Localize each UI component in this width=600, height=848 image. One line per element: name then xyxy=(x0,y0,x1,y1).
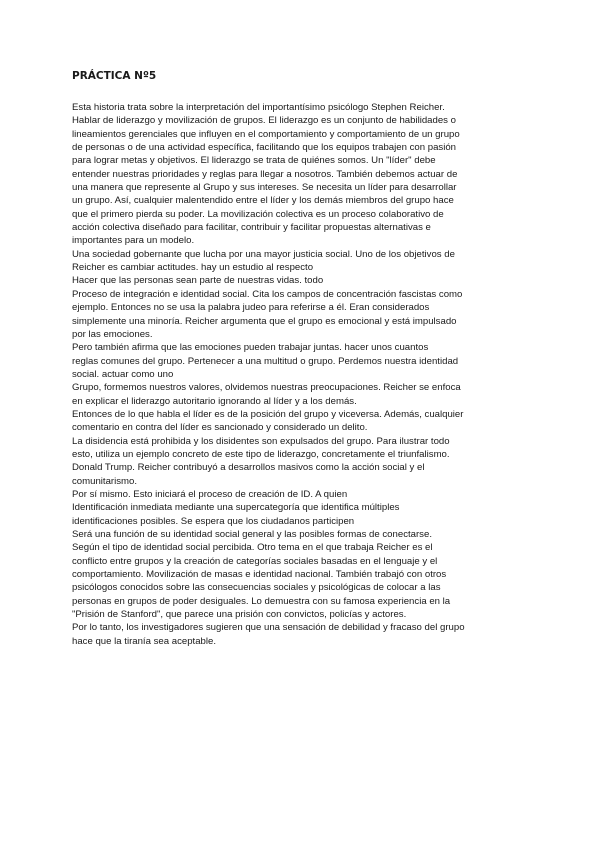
text-line: acción colectiva diseñado para facilitar, contribuir y facilitar propuestas alternativas e xyxy=(72,222,431,234)
text-line: conflicto entre grupos y la creación de categorías sociales basadas en el lenguaje y el xyxy=(72,555,438,567)
text-line: reglas comunes del grupo. Pertenecer a una multitud o grupo. Perdemos nuestra identidad xyxy=(72,355,459,367)
text-line: Por sí mismo. Esto iniciará el proceso de creación de ID. A quien xyxy=(72,488,348,500)
text-line: que el primero pierda su poder. La movilización colectiva es un proceso colaborativo de xyxy=(72,208,444,220)
text-line: identificaciones posibles. Se espera que los ciudadanos participen xyxy=(72,515,355,527)
text-line: personas en grupos de poder desiguales. Lo demuestra con su famosa experiencia en la xyxy=(72,595,451,607)
text-line: esto, utiliza un ejemplo concreto de este tipo de liderazgo, concretamente el triunfalismo. xyxy=(72,448,450,460)
text-line: en explicar el liderazgo autoritario ignorando al líder y a los demás. xyxy=(72,395,357,407)
text-line: ejemplo. Entonces no se usa la palabra judeo para referirse a él. Eran considerados xyxy=(72,302,430,314)
text-line: entender nuestras prioridades y reglas para llegar a nosotros. También debemos actuar de xyxy=(72,168,458,180)
text-line: Esta historia trata sobre la interpretación del importantísimo psicólogo Stephen Reicher. xyxy=(72,102,445,113)
text-line: comunitarismo. xyxy=(72,475,138,487)
text-line: "Prisión de Stanford", que parece una prisión con convictos, policías y actores. xyxy=(72,609,407,621)
text-line: Reicher es cambiar actitudes. hay un estudio al respecto xyxy=(72,262,314,274)
document-body xyxy=(72,101,532,648)
text-line: Por lo tanto, los investigadores sugieren que una sensación de debilidad y fracaso del grupo xyxy=(72,622,465,634)
text-line: para lograr metas y objetivos. El liderazgo se trata de quiénes somos. Un "líder" debe xyxy=(72,155,436,167)
text-line: Identificación inmediata mediante una supercategoría que identifica múltiples xyxy=(72,502,400,514)
text-line: Según el tipo de identidad social percibida. Otro tema en el que trabaja Reicher es el xyxy=(72,542,433,554)
text-line: de personas o de una actividad específica, facilitando que los equipos trabajen con pasión xyxy=(72,142,457,154)
text-line: Proceso de integración e identidad social. Cita los campos de concentración fascistas como xyxy=(72,288,463,300)
text-line: por las emociones. xyxy=(72,328,153,340)
text-line: Una sociedad gobernante que lucha por una mayor justicia social. Uno de los objetivos de xyxy=(72,248,455,260)
text-line: lineamientos gerenciales que influyen en el comportamiento y comportamiento de un grupo xyxy=(72,128,460,140)
text-line: una manera que represente al Grupo y sus intereses. Se necesita un líder para desarrollar xyxy=(72,182,457,194)
text-line: Pero también afirma que las emociones pueden trabajar juntas. hacer unos cuantos xyxy=(72,342,429,354)
text-line: psicólogos conocidos sobre las consecuencias sociales y psicológicas de colocar a las xyxy=(72,582,441,594)
text-line: Entonces de lo que habla el líder es de la posición del grupo y viceversa. Además, cualquier xyxy=(72,408,464,420)
text-line: simplemente una minoría. Reicher argumenta que el grupo es emocional y está impulsado xyxy=(72,315,457,327)
text-line: Donald Trump. Reicher contribuyó a desarrollos masivos como la acción social y el xyxy=(72,462,425,474)
text-line: Grupo, formemos nuestros valores, olvidemos nuestras preocupaciones. Reicher se enfoca xyxy=(72,382,461,394)
text-line: comportamiento. Movilización de masas e identidad nacional. También trabajó con otros xyxy=(72,569,447,581)
text-line: hace que la tiranía sea aceptable. xyxy=(72,635,217,647)
text-line: La disidencia está prohibida y los disidentes son expulsados del grupo. Para ilustrar todo xyxy=(72,435,450,447)
text-line: Hacer que las personas sean parte de nuestras vidas. todo xyxy=(72,275,324,287)
text-line: un grupo. Así, cualquier malentendido entre el líder y los demás miembros del grupo hace xyxy=(72,195,454,207)
text-line: Será una función de su identidad social general y las posibles formas de conectarse. xyxy=(72,529,432,540)
document-title: PRÁCTICA Nº5 xyxy=(72,70,157,82)
text-line: Hablar de liderazgo y movilización de grupos. El liderazgo es un conjunto de habilidades o xyxy=(72,115,456,127)
text-line: social. actuar como uno xyxy=(72,368,174,380)
text-line: comentario en contra del líder es sancionado y considerado un delito. xyxy=(72,422,368,434)
text-line: importantes para un modelo. xyxy=(72,235,195,247)
